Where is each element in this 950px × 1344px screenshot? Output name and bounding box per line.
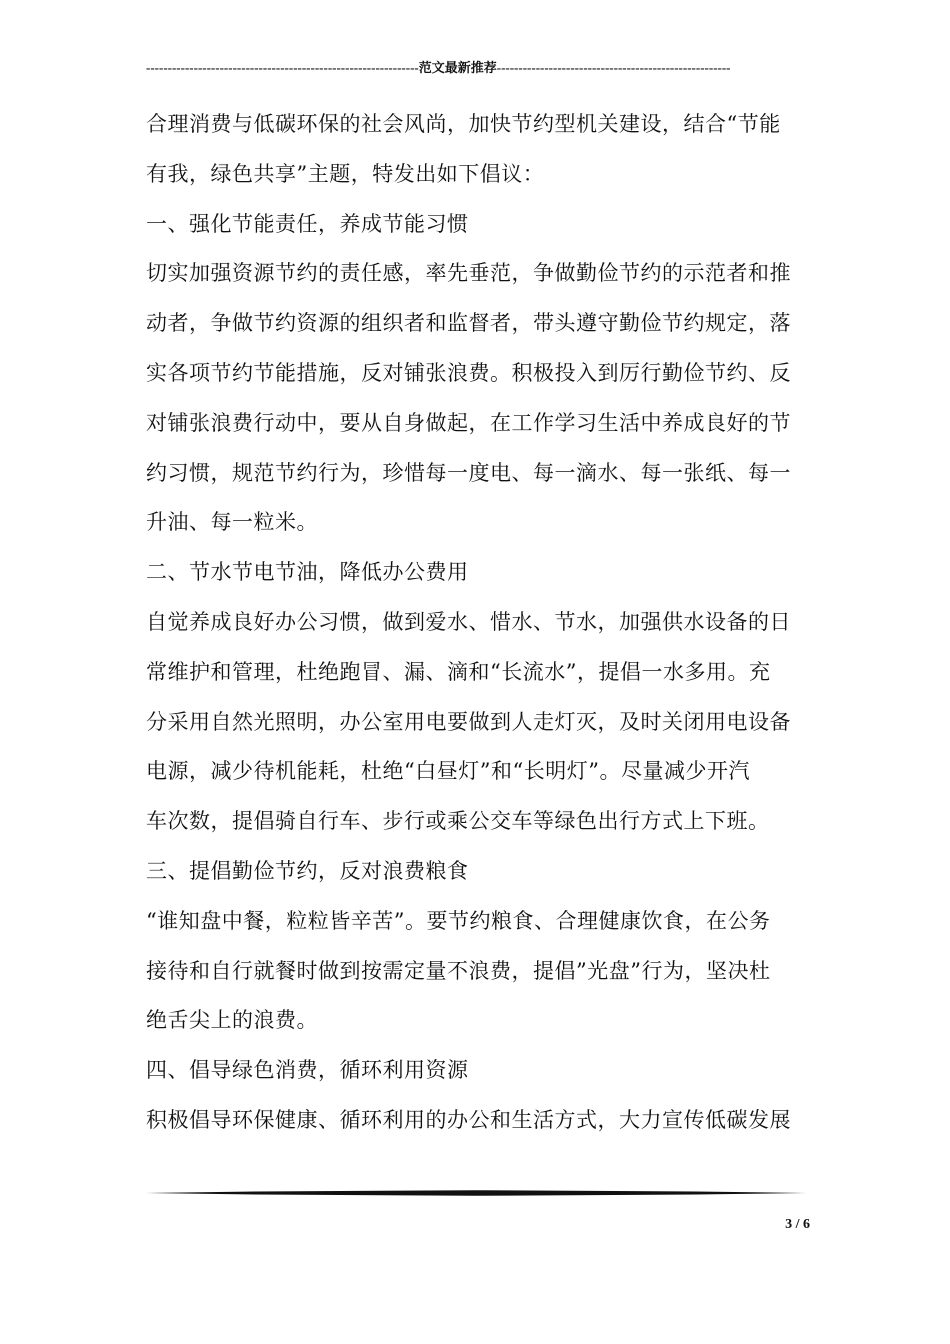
text-line: 约习惯，规范节约行为，珍惜每一度电、每一滴水、每一张纸、每一 xyxy=(146,460,791,485)
text-line: 升油、每一粒米。 xyxy=(146,510,318,535)
text-line: 绝舌尖上的浪费。 xyxy=(146,1008,318,1033)
text-line: 接待和自行就餐时做到按需定量不浪费，提倡”光盘”行为，坚决杜 xyxy=(146,958,771,983)
text-line: 对铺张浪费行动中，要从自身做起，在工作学习生活中养成良好的节 xyxy=(146,410,791,435)
section-heading: 二、节水节电节油，降低办公费用 xyxy=(146,560,469,585)
text-line: 车次数，提倡骑自行车、步行或乘公交车等绿色出行方式上下班。 xyxy=(146,809,770,834)
page-number: 3 / 6 xyxy=(785,1217,810,1232)
text-line: 自觉养成良好办公习惯，做到爱水、惜水、节水，加强供水设备的日 xyxy=(146,609,791,634)
text-line: 动者，争做节约资源的组织者和监督者，带头遵守勤俭节约规定，落 xyxy=(146,311,791,336)
text-line: 切实加强资源节约的责任感，率先垂范，争做勤俭节约的示范者和推 xyxy=(146,261,791,286)
text-line: 分采用自然光照明，办公室用电要做到人走灯灭，及时关闭用电设备 xyxy=(146,709,791,734)
page-header: ---------------------------------------------------------------范文最新推荐------------------------------------------------------ xyxy=(146,60,731,75)
text-line: “谁知盘中餐，粒粒皆辛苦”。要节约粮食、合理健康饮食，在公务 xyxy=(146,908,771,933)
footer-rule xyxy=(146,1189,806,1197)
text-line: 电源，减少待机能耗，杜绝“白昼灯”和“长明灯”。尽量减少开汽 xyxy=(146,759,750,784)
section-heading: 一、强化节能责任，养成节能习惯 xyxy=(146,211,469,236)
section-heading: 三、提倡勤俭节约，反对浪费粮食 xyxy=(146,858,469,883)
document-body xyxy=(146,100,818,1146)
text-line: 实各项节约节能措施，反对铺张浪费。积极投入到厉行勤俭节约、反 xyxy=(146,360,791,385)
text-line: 常维护和管理，杜绝跑冒、漏、滴和“长流水”，提倡一水多用。充 xyxy=(146,659,771,684)
text-line: 合理消费与低碳环保的社会风尚，加快节约型机关建设，结合“节能 xyxy=(146,112,781,136)
text-line: 积极倡导环保健康、循环利用的办公和生活方式，大力宣传低碳发展 xyxy=(146,1107,791,1132)
section-heading: 四、倡导绿色消费，循环利用资源 xyxy=(146,1058,469,1083)
text-line: 有我，绿色共享”主题，特发出如下倡议： xyxy=(146,161,545,186)
